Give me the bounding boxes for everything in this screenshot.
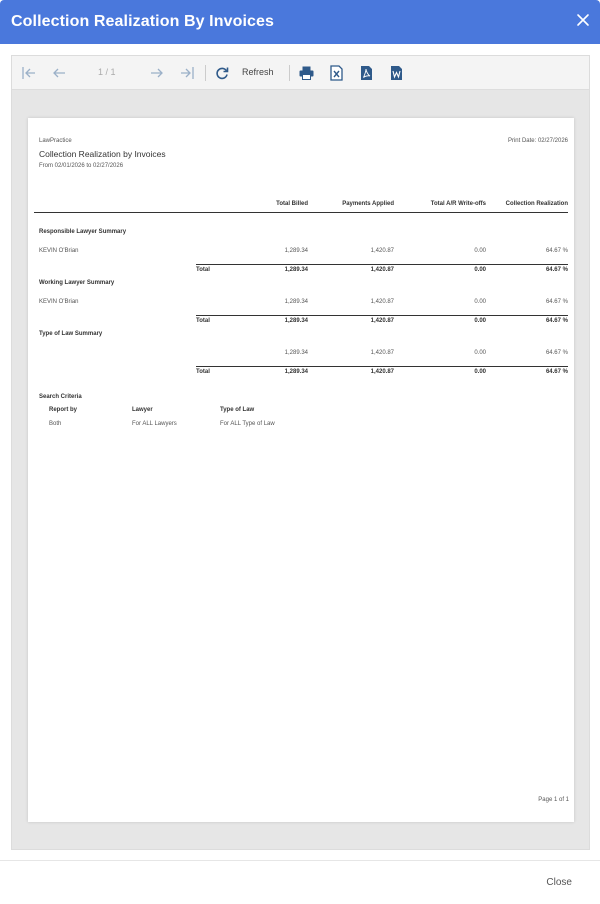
total-payments: 1,420.87 (370, 267, 394, 273)
row-billed: 1,289.34 (284, 350, 308, 356)
toolbar-divider (205, 65, 206, 81)
section-heading: Type of Law Summary (39, 331, 103, 337)
dialog-header (0, 0, 600, 44)
criteria-value: Both (49, 421, 62, 427)
criteria-value: For ALL Lawyers (132, 421, 177, 427)
row-billed: 1,289.34 (284, 248, 308, 254)
report-title: Collection Realization by Invoices (39, 149, 166, 159)
page-indicator: 1 / 1 (98, 67, 116, 77)
total-realization: 64.67 % (545, 318, 568, 324)
close-icon[interactable] (575, 12, 591, 28)
column-header: Total Billed (276, 201, 308, 207)
total-label: Total (196, 369, 210, 375)
toolbar-divider (289, 65, 290, 81)
row-payments: 1,420.87 (370, 299, 394, 305)
row-writeoffs: 0.00 (474, 350, 486, 356)
total-writeoffs: 0.00 (474, 318, 486, 324)
excel-icon[interactable] (327, 64, 345, 82)
header-rule (34, 212, 568, 213)
row-realization: 64.67 % (545, 299, 568, 305)
total-billed: 1,289.34 (284, 318, 308, 324)
row-name: KEVIN O'Brian (39, 248, 79, 254)
total-payments: 1,420.87 (370, 318, 394, 324)
prev-page-icon[interactable] (50, 64, 68, 82)
criteria-label: Type of Law (220, 407, 255, 413)
total-label: Total (196, 267, 210, 273)
criteria-heading: Search Criteria (39, 394, 82, 400)
report-page (28, 118, 574, 822)
total-billed: 1,289.34 (284, 369, 308, 375)
close-button[interactable]: Close (546, 877, 572, 888)
criteria-label: Lawyer (132, 407, 153, 413)
word-icon[interactable] (387, 64, 405, 82)
date-range: From 02/01/2026 to 02/27/2026 (39, 163, 124, 169)
row-realization: 64.67 % (545, 248, 568, 254)
last-page-icon[interactable] (178, 64, 196, 82)
total-payments: 1,420.87 (370, 369, 394, 375)
total-writeoffs: 0.00 (474, 369, 486, 375)
criteria-label: Report by (49, 407, 78, 413)
total-writeoffs: 0.00 (474, 267, 486, 273)
report-viewer (11, 55, 590, 850)
print-date: Print Date: 02/27/2026 (507, 138, 568, 144)
total-realization: 64.67 % (545, 369, 568, 375)
row-billed: 1,289.34 (284, 299, 308, 305)
next-page-icon[interactable] (148, 64, 166, 82)
pdf-icon[interactable] (357, 64, 375, 82)
total-rule (196, 366, 568, 367)
first-page-icon[interactable] (20, 64, 38, 82)
row-payments: 1,420.87 (370, 350, 394, 356)
section-heading: Working Lawyer Summary (39, 280, 115, 286)
dialog-title: Collection Realization By Invoices (11, 13, 275, 30)
viewer-toolbar (12, 56, 589, 90)
total-realization: 64.67 % (545, 267, 568, 273)
criteria-value: For ALL Type of Law (220, 421, 275, 427)
row-payments: 1,420.87 (370, 248, 394, 254)
row-name: KEVIN O'Brian (39, 299, 79, 305)
row-writeoffs: 0.00 (474, 248, 486, 254)
row-realization: 64.67 % (545, 350, 568, 356)
total-rule (196, 315, 568, 316)
dialog-footer (0, 860, 600, 904)
total-billed: 1,289.34 (284, 267, 308, 273)
print-icon[interactable] (297, 64, 315, 82)
total-rule (196, 264, 568, 265)
column-header: Collection Realization (505, 201, 568, 207)
column-header: Payments Applied (342, 201, 394, 207)
refresh-button[interactable]: Refresh (242, 67, 274, 77)
section-heading: Responsible Lawyer Summary (39, 229, 127, 235)
row-writeoffs: 0.00 (474, 299, 486, 305)
column-header: Total A/R Write-offs (430, 201, 486, 207)
firm-name: LawPractice (39, 138, 72, 144)
refresh-icon[interactable] (213, 64, 231, 82)
total-label: Total (196, 318, 210, 324)
page-number: Page 1 of 1 (538, 797, 569, 803)
